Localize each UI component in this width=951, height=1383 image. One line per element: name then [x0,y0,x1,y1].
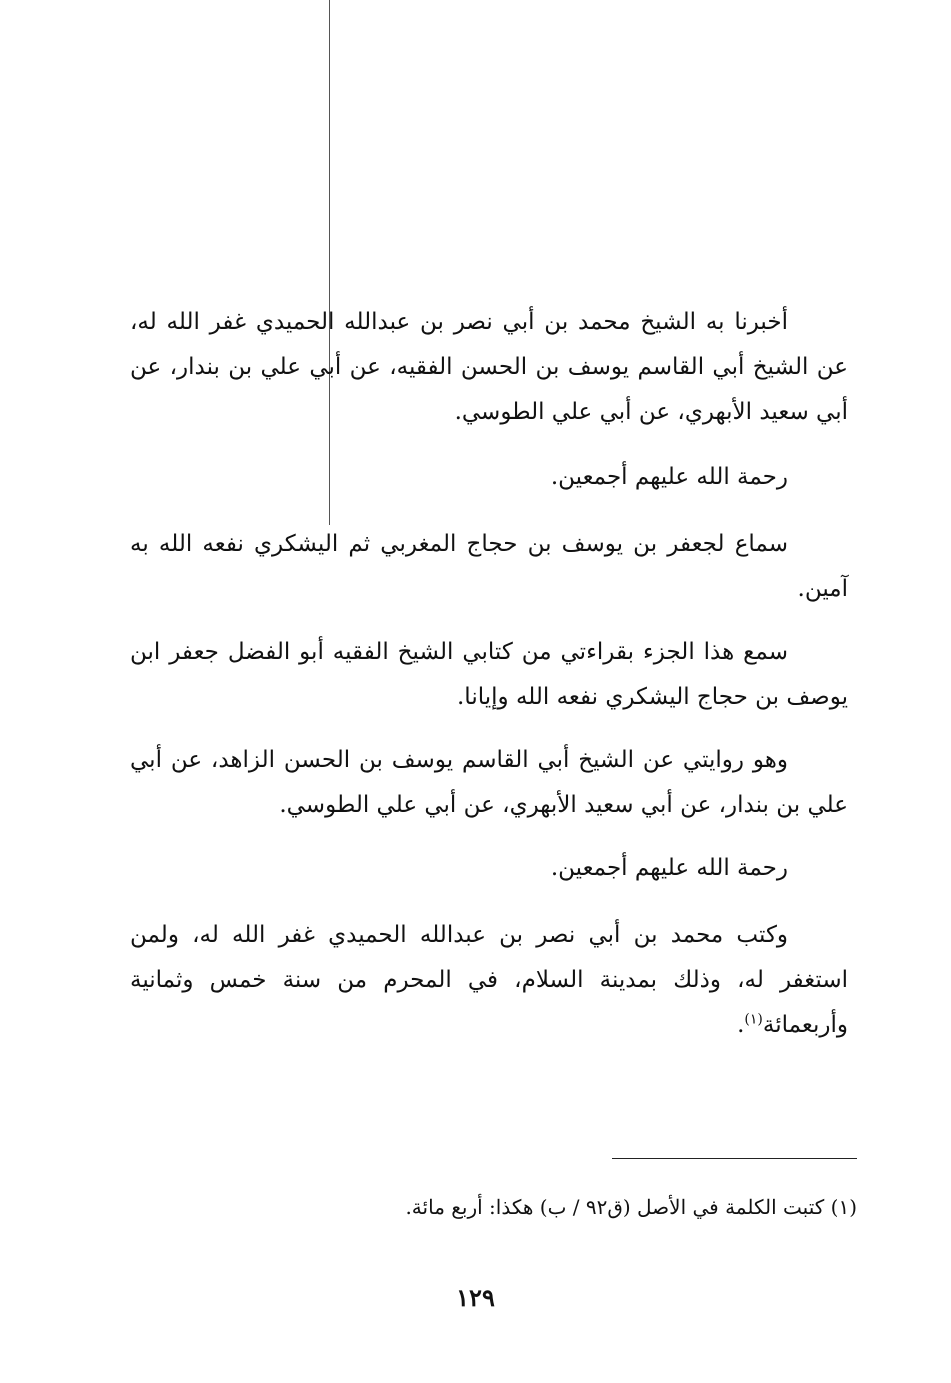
footnote: (١) كتبت الكلمة في الأصل (ق٩٢ / ب) هكذا: أربع مائة. [405,1195,857,1219]
footnote-marker: (١) [744,1011,763,1028]
paragraph-colophon [130,913,848,1048]
paragraph-blessing-1: رحمة الله عليهم أجمعين. [550,464,788,490]
main-text [130,300,848,1066]
paragraph-samaa: سماع لجعفر بن يوسف بن حجاج المغربي ثم اليشكري نفعه الله به آمين. [130,531,848,602]
colophon-text: وكتب محمد بن أبي نصر بن عبدالله الحميدي غفر الله له، ولمن استغفر له، وذلك بمدينة السلام، في المحرم من سنة خمس وثمانية وأربعمائة [130,922,848,1038]
colophon-end: . [737,1012,745,1038]
paragraph-reading: سمع هذا الجزء بقراءتي من كتابي الشيخ الفقيه أبو الفضل جعفر ابن يوصف بن حجاج اليشكري نفعه الله وإيانا. [130,639,848,710]
paragraph-isnad-1: أخبرنا به الشيخ محمد بن أبي نصر بن عبدالله الحميدي غفر الله له، عن الشيخ أبي القاسم يوسف بن الحسن الفقيه، عن أبي علي بن بندار، عن أبي سعيد الأبهري، عن أبي علي الطوسي. [130,309,848,425]
paragraph-isnad-2: وهو روايتي عن الشيخ أبي القاسم يوسف بن الحسن الزاهد، عن أبي علي بن بندار، عن أبي سعيد الأبهري، عن أبي علي الطوسي. [130,747,848,818]
page-number: ١٢٩ [456,1283,495,1312]
footnote-rule [612,1158,857,1159]
paragraph-blessing-2: رحمة الله عليهم أجمعين. [550,855,788,881]
